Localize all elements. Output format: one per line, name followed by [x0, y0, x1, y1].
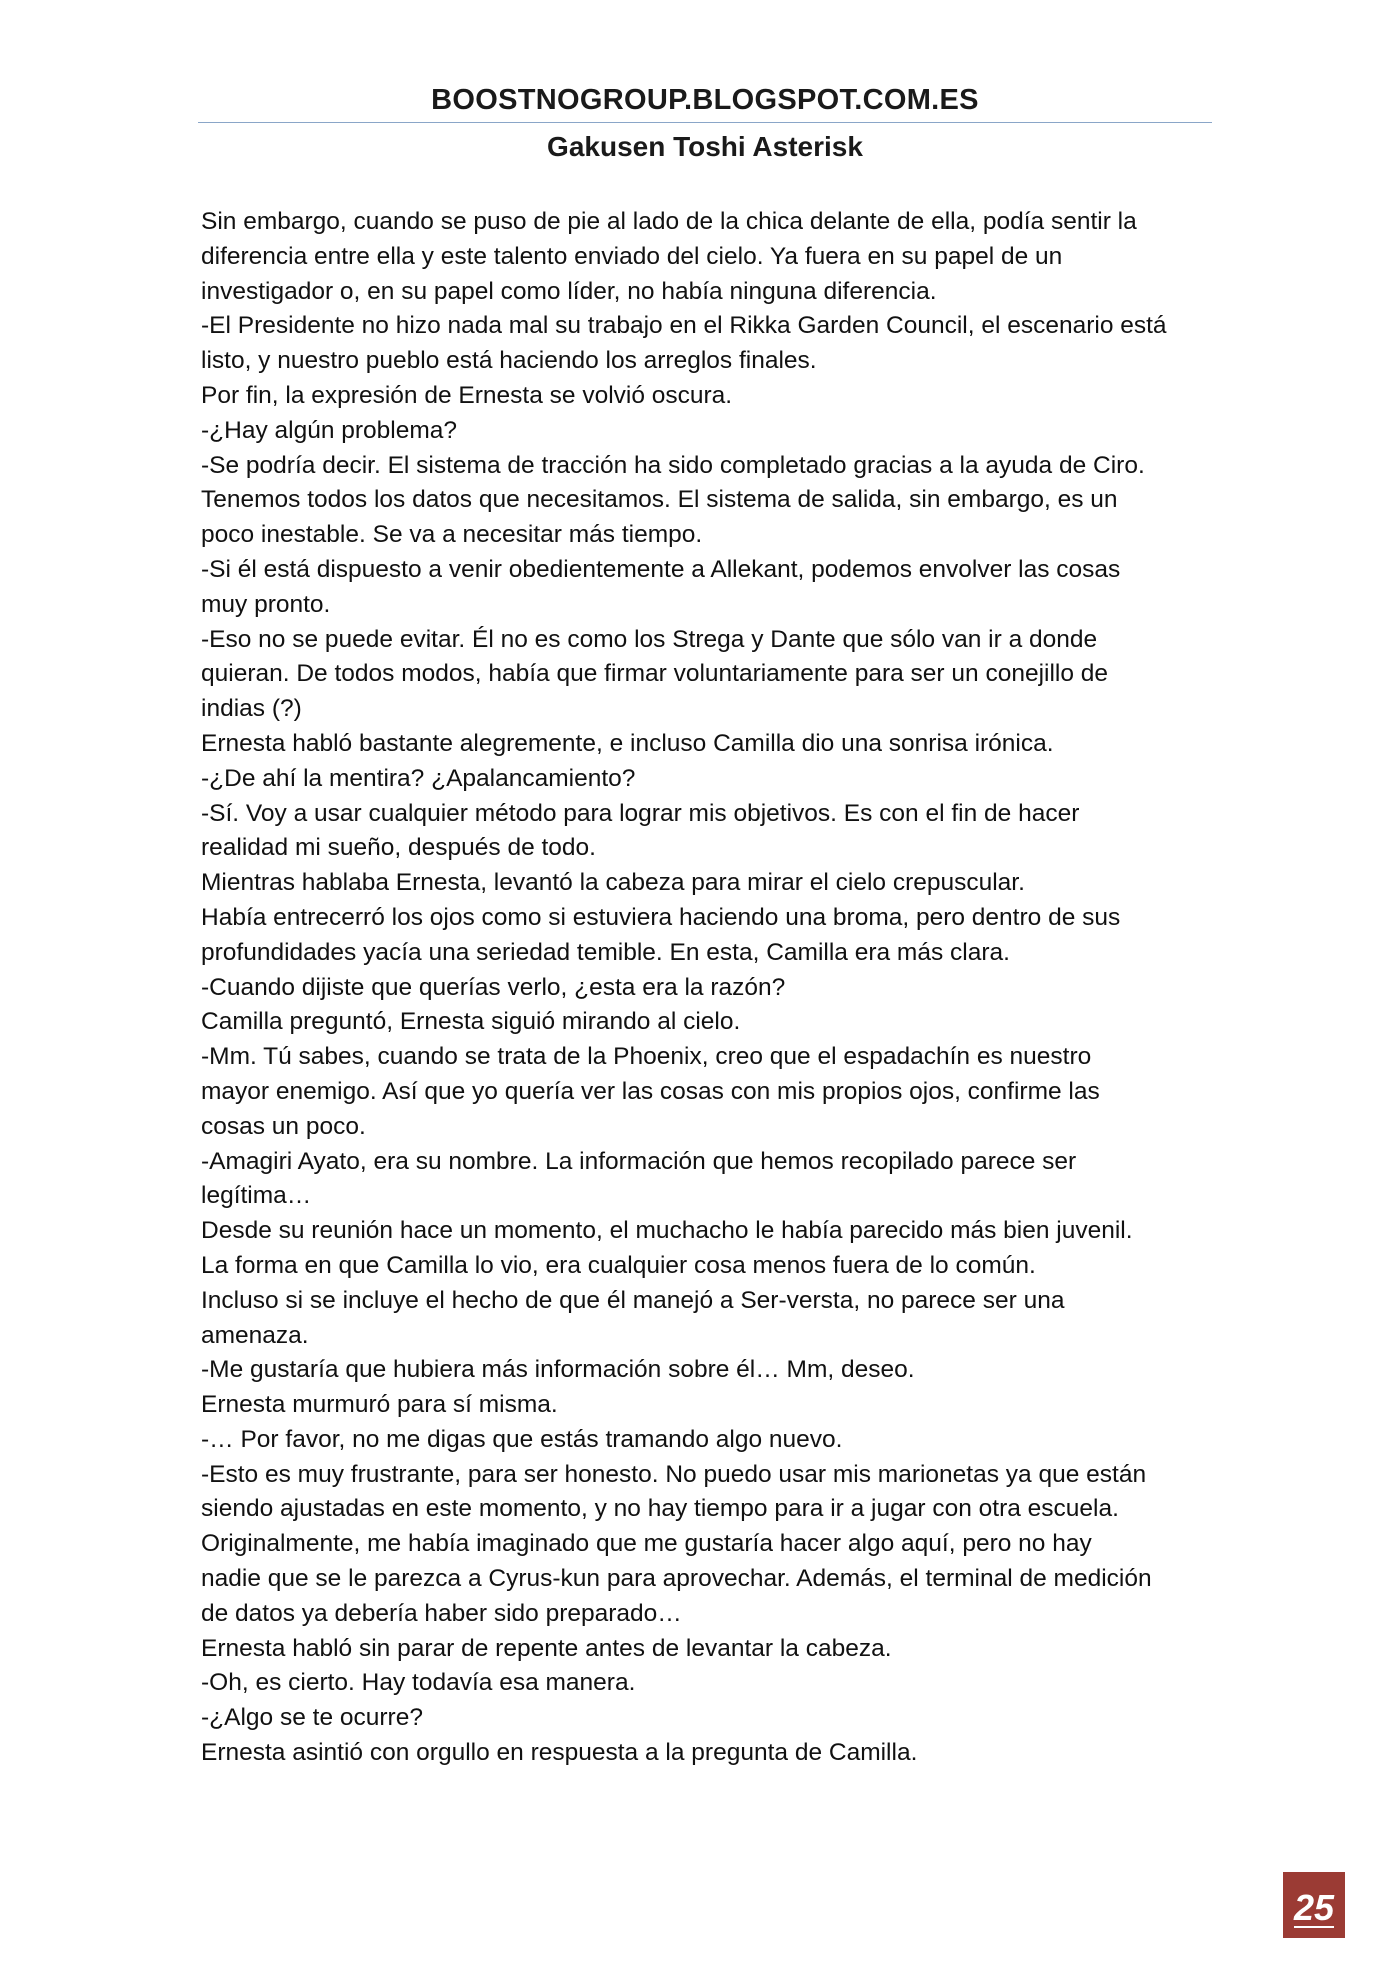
text-line: siendo ajustadas en este momento, y no hay tiempo para ir a jugar con otra escuela. [201, 1495, 1119, 1523]
text-line: -Me gustaría que hubiera más información sobre él… Mm, deseo. [201, 1356, 915, 1384]
text-line: mayor enemigo. Así que yo quería ver las cosas con mis propios ojos, confirme las [201, 1077, 1100, 1105]
text-line: quieran. De todos modos, había que firmar voluntariamente para ser un conejillo de [201, 660, 1109, 688]
body-text [201, 205, 1221, 1771]
text-line: -Amagiri Ayato, era su nombre. La información que hemos recopilado parece ser [201, 1147, 1077, 1175]
text-line: -¿Hay algún problema? [201, 416, 458, 444]
page-header [198, 80, 1212, 167]
text-line: profundidades yacía una seriedad temible. En esta, Camilla era más clara. [201, 938, 1010, 966]
text-line: Camilla preguntó, Ernesta siguió mirando al cielo. [201, 1008, 741, 1036]
text-line: Ernesta habló bastante alegremente, e incluso Camilla dio una sonrisa irónica. [201, 729, 1054, 757]
text-line: -¿De ahí la mentira? ¿Apalancamiento? [201, 764, 636, 792]
text-line: nadie que se le parezca a Cyrus-kun para aprovechar. Además, el terminal de medición [201, 1565, 1152, 1593]
text-line: indias (?) [201, 695, 302, 723]
text-line: Ernesta habló sin parar de repente antes de levantar la cabeza. [201, 1634, 892, 1662]
text-line: de datos ya debería haber sido preparado… [201, 1599, 682, 1627]
text-line: realidad mi sueño, después de todo. [201, 834, 596, 862]
text-line: Tenemos todos los datos que necesitamos. El sistema de salida, sin embargo, es un [201, 486, 1118, 514]
page-number: 25 [1293, 1887, 1335, 1928]
site-url-heading: BOOSTNOGROUP.BLOGSPOT.COM.ES [431, 84, 979, 116]
text-line: Había entrecerró los ojos como si estuviera haciendo una broma, pero dentro de sus [201, 903, 1121, 931]
text-line: poco inestable. Se va a necesitar más tiempo. [201, 521, 703, 549]
text-line: Incluso si se incluye el hecho de que él manejó a Ser-versta, no parece ser una [201, 1286, 1065, 1314]
text-line: Ernesta murmuró para sí misma. [201, 1391, 558, 1419]
text-line: Mientras hablaba Ernesta, levantó la cabeza para mirar el cielo crepuscular. [201, 869, 1025, 897]
text-line: muy pronto. [201, 590, 331, 618]
text-line: legítima… [201, 1182, 312, 1210]
text-line: investigador o, en su papel como líder, no había ninguna diferencia. [201, 277, 937, 305]
text-line: Originalmente, me había imaginado que me gustaría hacer algo aquí, pero no hay [201, 1530, 1092, 1558]
text-line: cosas un poco. [201, 1112, 366, 1140]
text-line: La forma en que Camilla lo vio, era cualquier cosa menos fuera de lo común. [201, 1251, 1036, 1279]
text-line: Desde su reunión hace un momento, el muchacho le había parecido más bien juvenil. [201, 1217, 1133, 1245]
text-line: -Mm. Tú sabes, cuando se trata de la Phoenix, creo que el espadachín es nuestro [201, 1043, 1092, 1071]
page-number-badge [1283, 1872, 1345, 1938]
text-line: diferencia entre ella y este talento enviado del cielo. Ya fuera en su papel de un [201, 242, 1063, 270]
text-line: -El Presidente no hizo nada mal su trabajo en el Rikka Garden Council, el escenario está [201, 312, 1167, 340]
text-line: -Oh, es cierto. Hay todavía esa manera. [201, 1669, 636, 1697]
book-title-heading: Gakusen Toshi Asterisk [547, 131, 863, 162]
text-line: -Si él está dispuesto a venir obedientemente a Allekant, podemos envolver las cosas [201, 555, 1121, 583]
text-line: -… Por favor, no me digas que estás tramando algo nuevo. [201, 1425, 843, 1453]
text-line: listo, y nuestro pueblo está haciendo los arreglos finales. [201, 347, 817, 375]
text-line: Ernesta asintió con orgullo en respuesta a la pregunta de Camilla. [201, 1739, 918, 1767]
text-line: Por fin, la expresión de Ernesta se volvió oscura. [201, 381, 733, 409]
text-line: amenaza. [201, 1321, 309, 1349]
text-line: -¿Algo se te ocurre? [201, 1704, 423, 1732]
text-line: -Se podría decir. El sistema de tracción ha sido completado gracias a la ayuda de Ciro. [201, 451, 1145, 479]
text-line: -Eso no se puede evitar. Él no es como los Strega y Dante que sólo van ir a donde [201, 625, 1098, 653]
text-line: -Cuando dijiste que querías verlo, ¿esta era la razón? [201, 973, 786, 1001]
text-line: -Sí. Voy a usar cualquier método para lograr mis objetivos. Es con el fin de hacer [201, 799, 1080, 827]
text-line: Sin embargo, cuando se puso de pie al lado de la chica delante de ella, podía sentir la [201, 208, 1137, 235]
header-divider [198, 122, 1212, 123]
text-line: -Esto es muy frustrante, para ser honesto. No puedo usar mis marionetas ya que están [201, 1460, 1147, 1488]
